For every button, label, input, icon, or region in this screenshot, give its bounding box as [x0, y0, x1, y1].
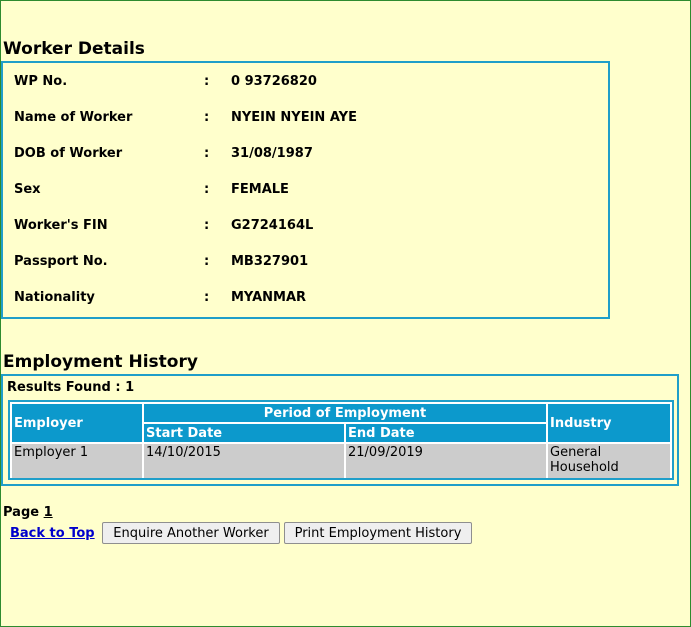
- employment-table-wrapper: [8, 400, 674, 480]
- pagination: [3, 505, 53, 520]
- detail-value: MB327901: [231, 254, 309, 269]
- page-label: Page: [3, 505, 40, 520]
- detail-value: G2724164L: [231, 218, 314, 233]
- worker-details-title: Worker Details: [3, 39, 145, 59]
- detail-row-fin: [3, 218, 608, 238]
- back-to-top-link[interactable]: Back to Top: [10, 526, 95, 541]
- detail-separator: :: [204, 74, 210, 89]
- detail-row-sex: [3, 182, 608, 202]
- detail-value: NYEIN NYEIN AYE: [231, 110, 357, 125]
- detail-value: FEMALE: [231, 182, 289, 197]
- header-employer: Employer: [12, 404, 142, 442]
- detail-row-nationality: [3, 290, 608, 310]
- enquire-another-worker-button[interactable]: Enquire Another Worker: [102, 522, 280, 544]
- detail-separator: :: [204, 290, 210, 305]
- header-start-date: Start Date: [144, 424, 344, 442]
- detail-value: MYANMAR: [231, 290, 307, 305]
- detail-row-dob: [3, 146, 608, 166]
- worker-details-panel: [1, 61, 610, 319]
- page-link-1[interactable]: 1: [43, 505, 53, 520]
- header-end-date: End Date: [346, 424, 546, 442]
- header-period: Period of Employment: [144, 404, 546, 422]
- cell-start-date: 14/10/2015: [144, 444, 344, 478]
- detail-separator: :: [204, 218, 210, 233]
- detail-label: Nationality: [14, 290, 95, 305]
- cell-industry: General Household: [548, 444, 670, 478]
- header-industry: Industry: [548, 404, 670, 442]
- detail-label: Name of Worker: [14, 110, 133, 125]
- detail-separator: :: [204, 254, 210, 269]
- results-count: Results Found : 1: [7, 380, 135, 395]
- detail-label: Passport No.: [14, 254, 108, 269]
- table-row: [12, 444, 670, 478]
- detail-row-wp-no: [3, 74, 608, 94]
- detail-label: WP No.: [14, 74, 68, 89]
- cell-end-date: 21/09/2019: [346, 444, 546, 478]
- detail-separator: :: [204, 182, 210, 197]
- detail-separator: :: [204, 146, 210, 161]
- table-header-row: [12, 404, 670, 422]
- employment-history-title: Employment History: [3, 352, 198, 372]
- detail-value: 0 93726820: [231, 74, 317, 89]
- detail-label: Worker's FIN: [14, 218, 108, 233]
- cell-employer: Employer 1: [12, 444, 142, 478]
- detail-row-passport: [3, 254, 608, 274]
- detail-row-name: [3, 110, 608, 130]
- print-employment-history-button[interactable]: Print Employment History: [284, 522, 472, 544]
- detail-label: Sex: [14, 182, 41, 197]
- employment-table: [10, 402, 672, 480]
- employment-results-panel: [1, 374, 679, 486]
- detail-value: 31/08/1987: [231, 146, 313, 161]
- detail-separator: :: [204, 110, 210, 125]
- detail-label: DOB of Worker: [14, 146, 123, 161]
